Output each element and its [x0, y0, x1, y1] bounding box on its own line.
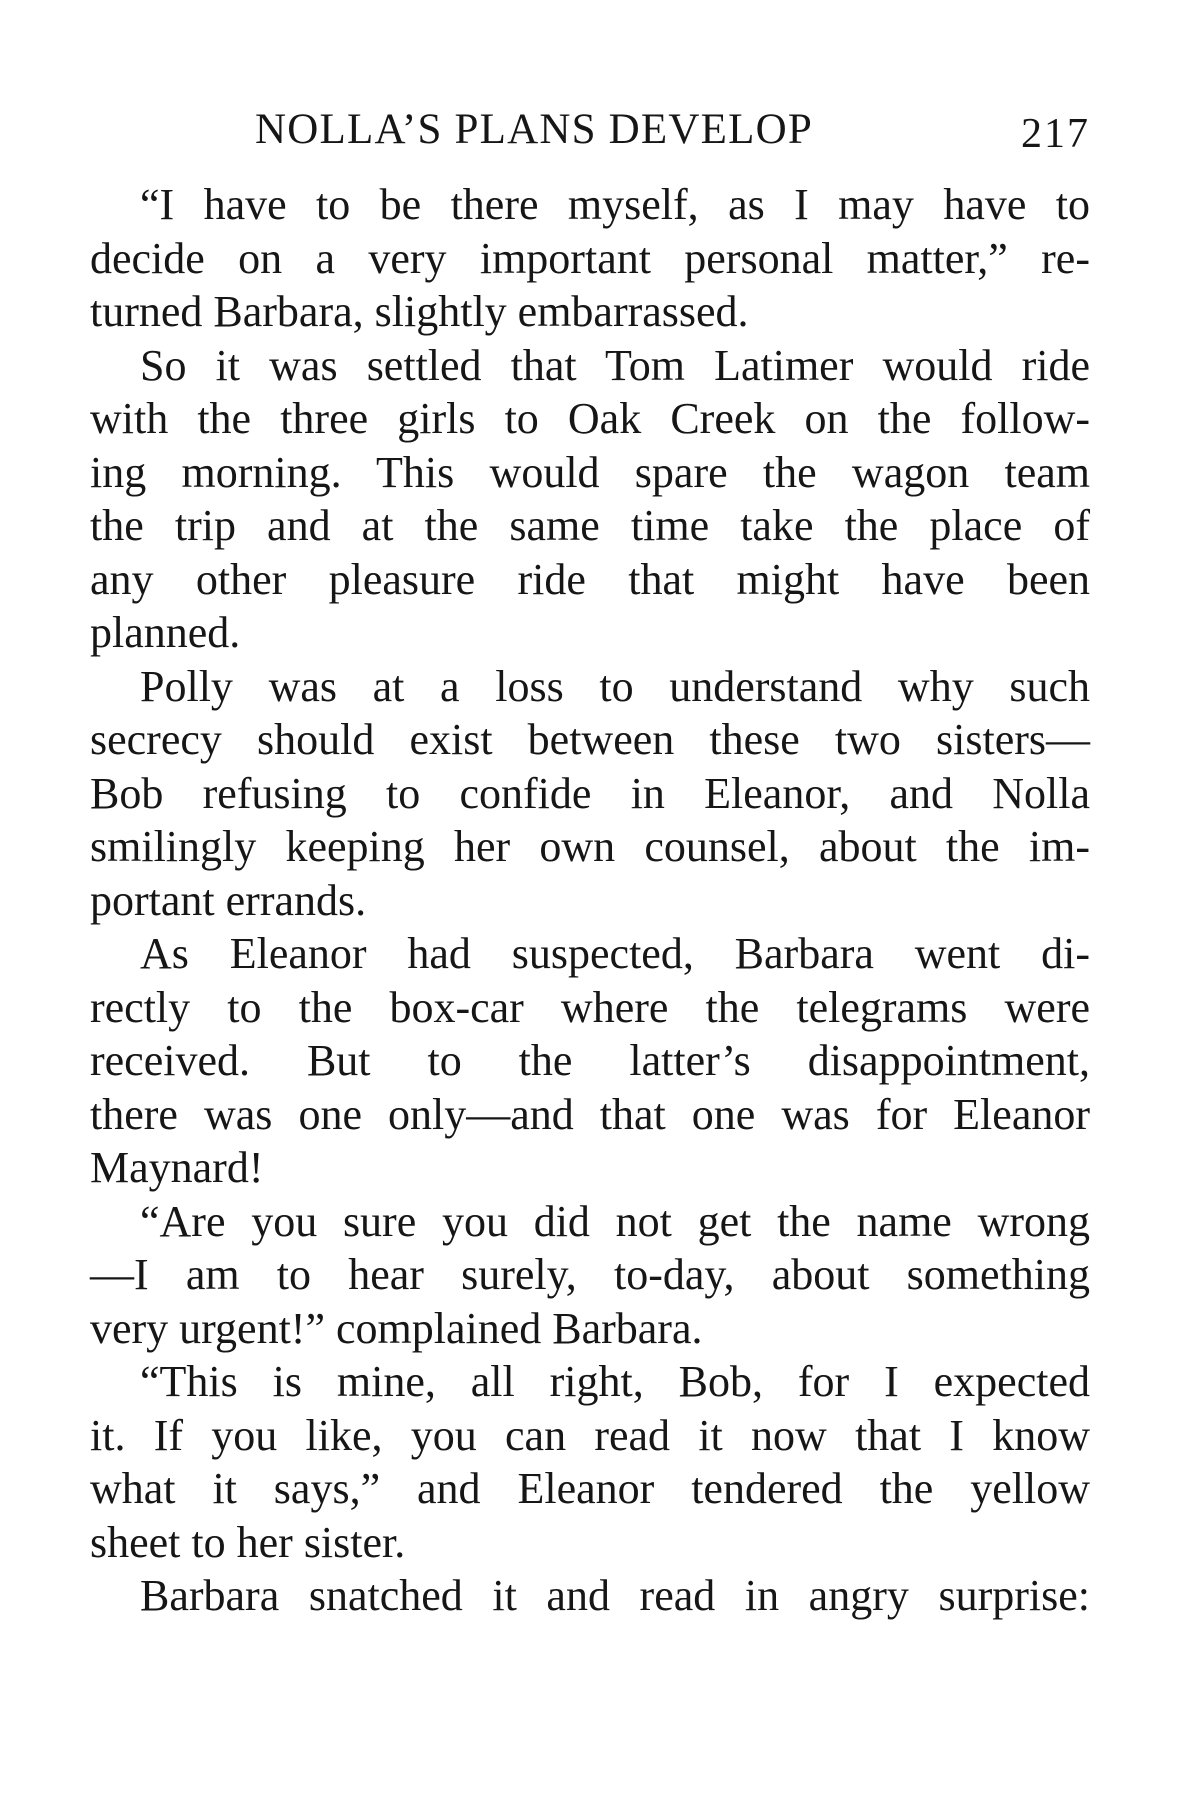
page-header	[90, 100, 1090, 160]
text-line: “Are you sure you did not get the name wrong	[140, 1196, 1090, 1246]
text-line: with the three girls to Oak Creek on the follow-	[90, 394, 1090, 443]
text-line: sheet to her sister.	[90, 1517, 406, 1567]
text-line: So it was settled that Tom Latimer would ride	[140, 340, 1090, 390]
text-line: “I have to be there myself, as I may have to	[140, 180, 1090, 229]
text-line: Maynard!	[90, 1143, 264, 1192]
text-line: rectly to the box-car where the telegrams were	[90, 982, 1090, 1032]
text-line: As Eleanor had suspected, Barbara went di-	[140, 929, 1090, 978]
text-line: very urgent!” complained Barbara.	[90, 1303, 703, 1353]
text-line: portant errands.	[90, 875, 367, 925]
text-line: secrecy should exist between these two sisters—	[90, 715, 1090, 764]
page-number: 217	[1021, 111, 1090, 157]
text-line: Polly was at a loss to understand why such	[140, 661, 1090, 711]
text-line: turned Barbara, slightly embarrassed.	[90, 287, 749, 336]
text-line: there was one only—and that one was for Eleanor	[90, 1089, 1090, 1139]
text-line: “This is mine, all right, Bob, for I expected	[140, 1357, 1090, 1406]
text-line: the trip and at the same time take the place of	[90, 501, 1090, 550]
body-text	[90, 178, 1090, 1623]
text-line: received. But to the latter’s disappointment,	[90, 1036, 1090, 1085]
running-head: NOLLA’S PLANS DEVELOP	[255, 106, 813, 153]
text-line: decide on a very important personal matter,” re-	[90, 233, 1090, 283]
text-line: Bob refusing to confide in Eleanor, and Nolla	[90, 768, 1090, 818]
text-line: ing morning. This would spare the wagon team	[90, 447, 1090, 497]
text-line: planned.	[90, 608, 241, 657]
text-line: —I am to hear surely, to-day, about something	[90, 1250, 1090, 1299]
text-line: any other pleasure ride that might have been	[90, 554, 1090, 604]
text-line: smilingly keeping her own counsel, about the im-	[90, 822, 1090, 871]
text-line: what it says,” and Eleanor tendered the yellow	[90, 1464, 1090, 1513]
text-line: Barbara snatched it and read in angry surprise:	[140, 1571, 1090, 1620]
text-line: it. If you like, you can read it now that I know	[90, 1410, 1090, 1460]
